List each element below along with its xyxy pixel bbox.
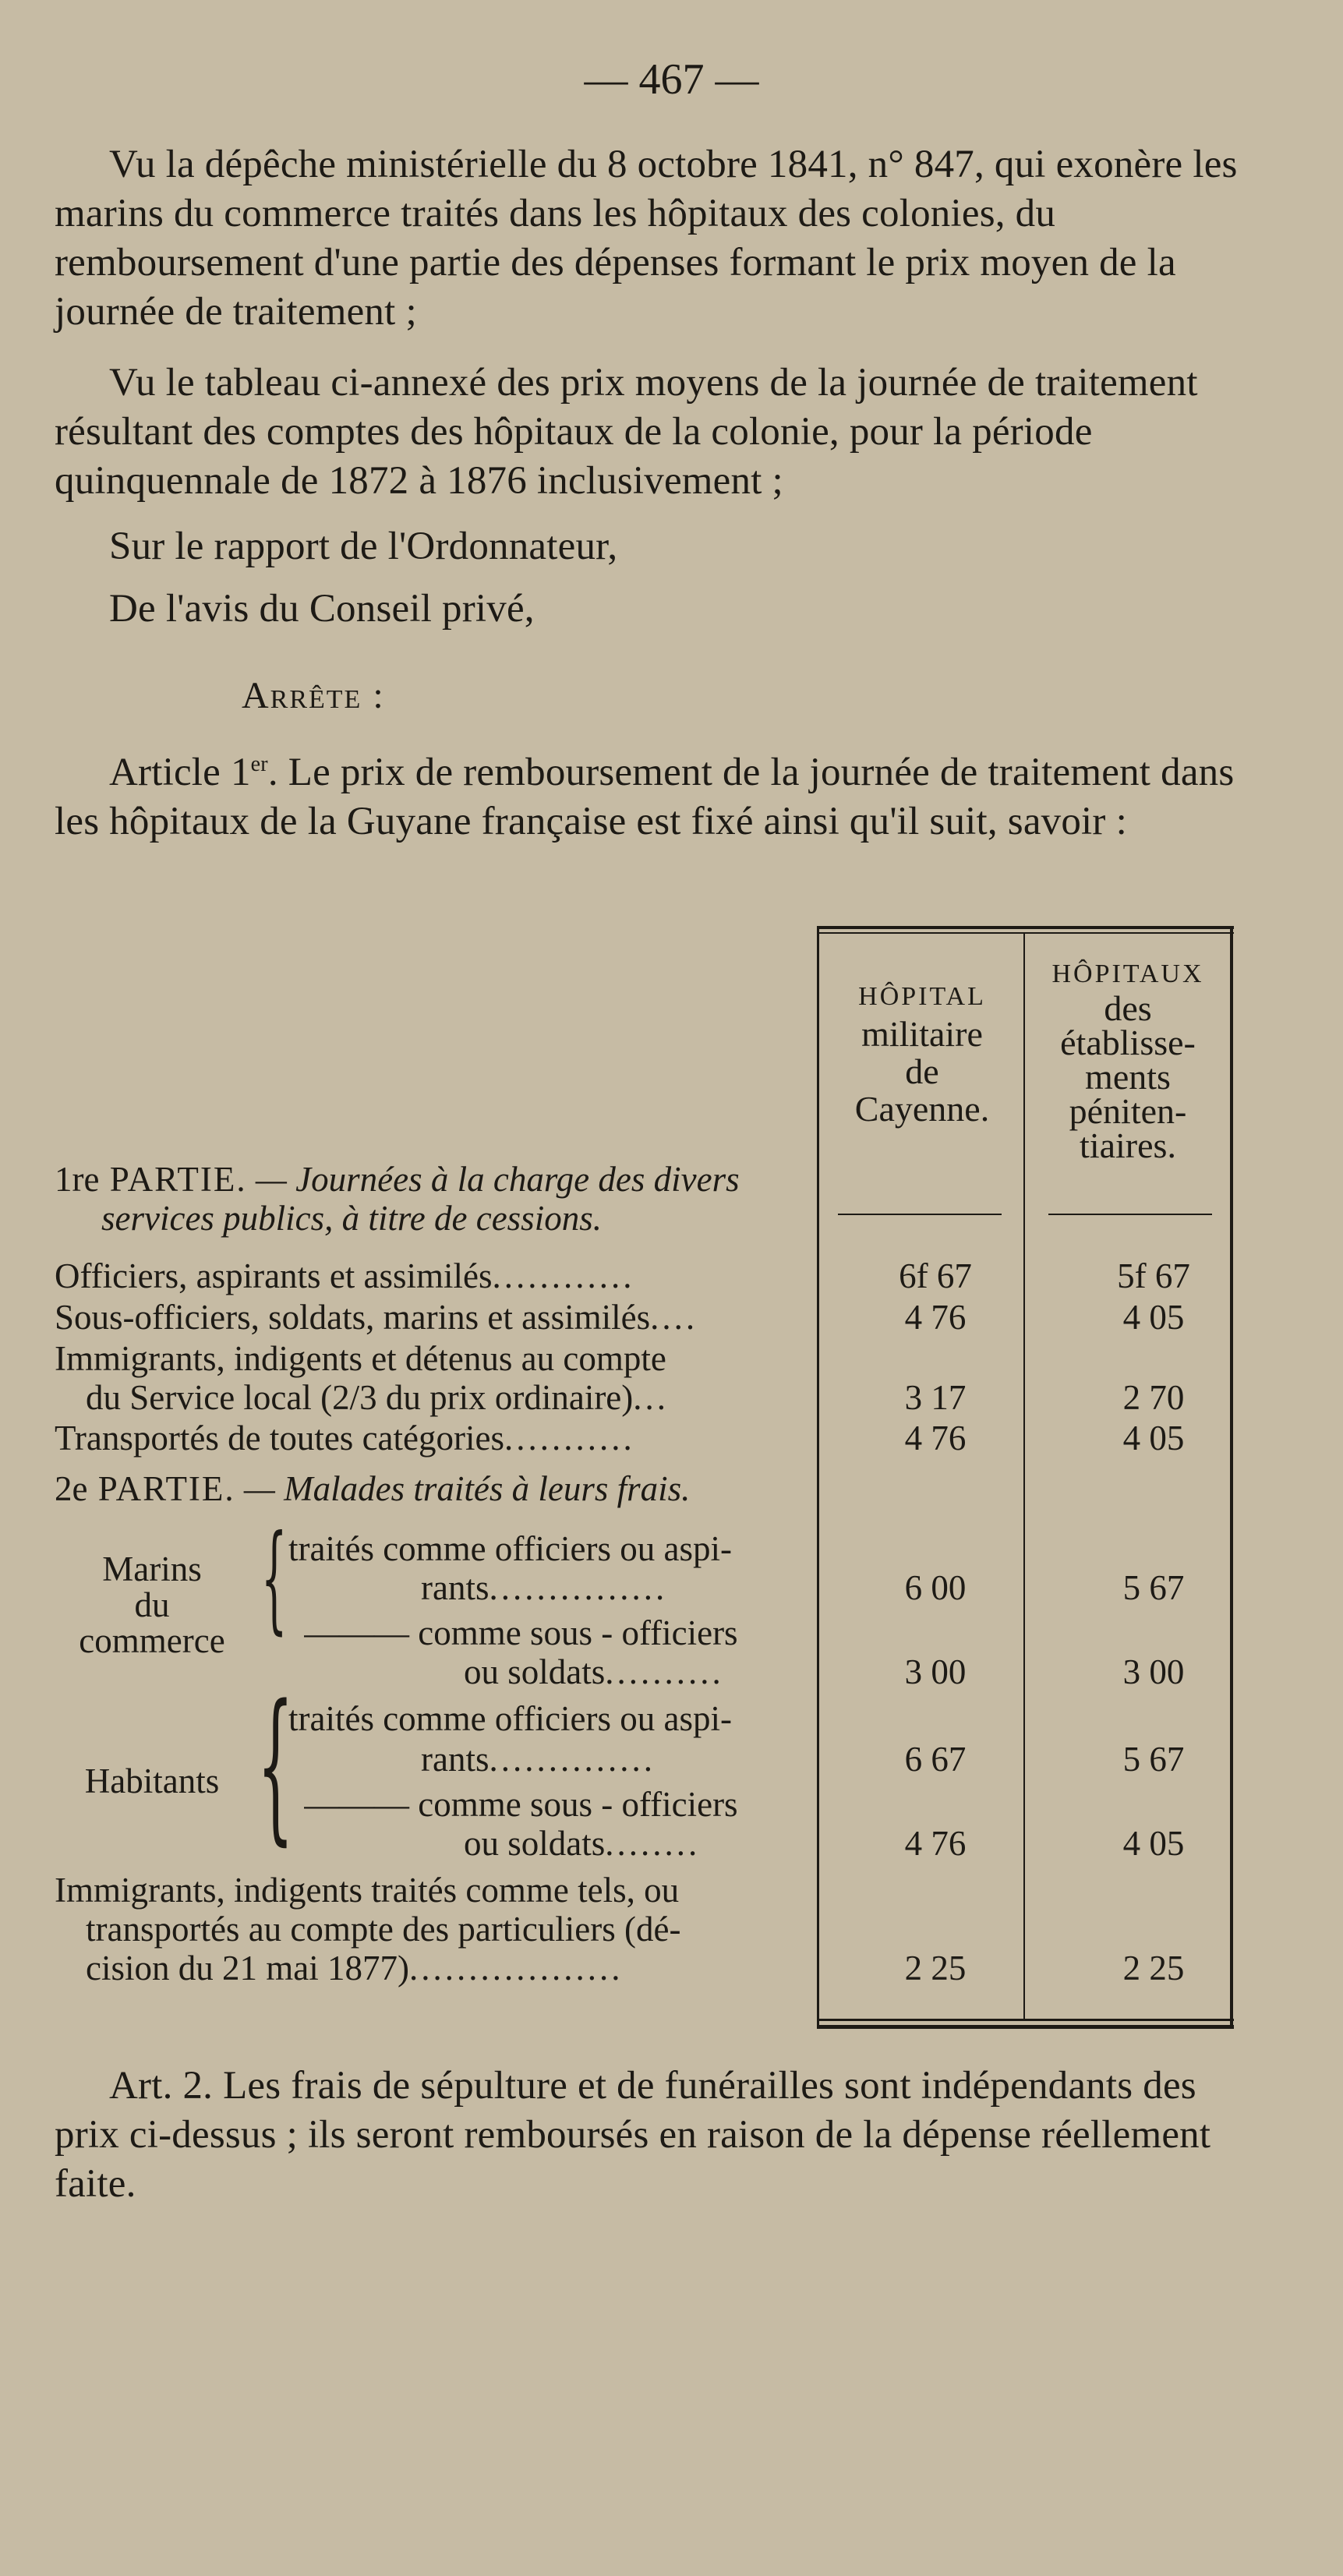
table-row [55,1419,795,1458]
group-habitants-col2-b: 4 05 [1122,1824,1185,1863]
group-habitants-label: Habitants [84,1762,220,1800]
last-row-col2: 2 25 [1122,1949,1185,1988]
group-marins-brace: { [261,1511,288,1646]
col1-header-line2: militaire [861,1014,983,1054]
group-marins-label [55,1551,249,1659]
part2-text: — Malades traités à leurs frais. [235,1469,691,1508]
group-habitants-brace: { [257,1670,294,1860]
table-bottom-rule [817,2019,1234,2021]
paragraph-rapport: Sur le rapport de l'Ordonnateur, [109,525,618,568]
part1-prefix: 1re [55,1160,100,1199]
table-row [55,1298,795,1337]
article-1-text: . Le prix de remboursement de la journée de traitement dans les hôpitaux de la Guyane française est fixé ainsi qu'il suit, savoir : [55,751,1235,843]
col1-header-line4: Cayenne. [854,1089,990,1129]
row-col2-value: 5f 67 [1117,1256,1190,1295]
group-marins-col2-a: 5 67 [1122,1568,1185,1607]
group-habitants-line2 [421,1740,818,1779]
group-habitants-line2-dots: .............. [489,1740,656,1779]
row-col1-value: 4 76 [904,1419,967,1458]
row-col2-value: 4 05 [1122,1419,1185,1458]
table-bottom-rule-2 [817,2025,1234,2029]
group-marins-label-line3: commerce [79,1621,225,1660]
table-row-continuation [86,1378,826,1417]
last-row-line3-text: cision du 21 mai 1877) [86,1949,409,1988]
row-col1-value: 3 17 [904,1378,967,1417]
group-habitants-line3: ——— comme sous - officiers [304,1785,738,1824]
group-marins-line3: ——— comme sous - officiers [304,1613,738,1652]
group-habitants-col2-a: 5 67 [1122,1740,1185,1779]
group-habitants-line2-text: rants [421,1740,489,1779]
row-dots: .... [650,1298,698,1337]
col2-header-line2: des [1104,988,1152,1028]
col2-header-line5: péniten- [1069,1091,1187,1131]
col1-header-rule [838,1214,1002,1215]
group-marins-line2-text: rants [421,1568,489,1607]
group-habitants-line4-text: ou soldats [464,1824,606,1863]
part1-heading-line2 [101,1199,602,1238]
col2-header-line1: HÔPITAUX [1051,959,1204,988]
row-col1-value: 4 76 [904,1298,967,1337]
arrete-heading: Arrête : [242,675,385,716]
col1-header-line3: de [905,1051,939,1091]
article-1-prefix: Article 1 [109,751,251,794]
table-top-rule-2 [817,932,1234,934]
group-marins-line2-dots: ............... [489,1568,668,1607]
article-2: Art. 2. Les frais de sépulture et de funérailles sont indépendants des prix ci-dessus ; ils seront remboursés en raison de la dépense réellement faite. [55,2064,1211,2206]
group-marins-line2 [421,1568,818,1607]
group-marins-label-line1: Marins [102,1549,202,1588]
part2-prefix: 2e [55,1469,88,1508]
table-row [55,1256,795,1295]
paragraph-avis: De l'avis du Conseil privé, [109,587,535,631]
group-habitants-line4 [464,1824,818,1863]
group-marins-col1-b: 3 00 [904,1652,967,1691]
part1-heading [55,1160,740,1199]
group-habitants-line1: traités comme officiers ou aspi- [288,1699,732,1738]
col2-header [1027,957,1228,1163]
part1-label: PARTIE. [99,1160,247,1199]
col2-header-line6: tiaires. [1080,1125,1176,1165]
table-top-rule [817,926,1234,929]
row-label-line2: du Service local (2/3 du prix ordinaire) [86,1378,634,1417]
col2-header-line3: établisse- [1060,1023,1196,1062]
row-col1-value: 6f 67 [899,1256,972,1295]
last-row-line2: transportés au compte des particuliers (dé- [86,1910,681,1949]
col1-header-line1: HÔPITAL [858,982,986,1011]
paragraph-depeche: Vu la dépêche ministérielle du 8 octobre 1841, n° 847, qui exonère les marins du commerce traités dans les hôpitaux des colonies, du remboursement d'une partie des dépenses formant le prix moyen de la journée de traitement ; [55,143,1238,334]
col2-header-line4: ments [1085,1057,1171,1097]
row-dots: ... [633,1378,670,1417]
group-marins-line4 [464,1652,818,1691]
group-marins-line4-text: ou soldats [464,1652,606,1691]
table-row [55,1339,795,1378]
row-label: Officiers, aspirants et assimilés [55,1256,493,1295]
group-habitants-col1-b: 4 76 [904,1824,967,1863]
group-marins-col1-a: 6 00 [904,1568,967,1607]
group-marins-line4-dots: .......... [605,1652,724,1691]
part2-heading [55,1469,690,1508]
part2-label: PARTIE. [87,1469,235,1508]
last-row-col1: 2 25 [904,1949,967,1988]
last-row-dots: .................. [408,1949,624,1988]
row-col2-value: 2 70 [1122,1378,1185,1417]
paragraph-tableau: Vu le tableau ci-annexé des prix moyens de la journée de traitement résultant des comptes des hôpitaux de la colonie, pour la période quinquennale de 1872 à 1876 inclusivement ; [55,361,1198,503]
table-middle-rule [1023,932,1025,2020]
part1-text-line2: services publics, à titre de cessions. [101,1199,602,1238]
row-col2-value: 4 05 [1122,1298,1185,1337]
group-marins-label-line2: du [134,1585,170,1624]
group-marins-line1: traités comme officiers ou aspi- [288,1529,732,1568]
row-dots: ............ [492,1256,635,1295]
group-marins-col2-b: 3 00 [1122,1652,1185,1691]
row-label-line1: Immigrants, indigents et détenus au compte [55,1339,666,1378]
last-row-line1: Immigrants, indigents traités comme tels, ou [55,1871,680,1910]
col2-header-rule [1048,1214,1212,1215]
page-number: — 467 — [584,55,759,104]
last-row-line3 [86,1949,826,1988]
row-label: Sous-officiers, soldats, marins et assimilés [55,1298,651,1337]
article-1-sup: er [250,752,268,776]
group-habitants-col1-a: 6 67 [904,1740,967,1779]
col1-header [825,978,1020,1128]
part1-text: — Journées à la charge des divers [246,1160,740,1199]
row-label: Transportés de toutes catégories [55,1419,504,1458]
article-1 [55,748,1239,846]
group-habitants-line4-dots: ........ [605,1824,701,1863]
row-dots: ........... [504,1419,635,1458]
